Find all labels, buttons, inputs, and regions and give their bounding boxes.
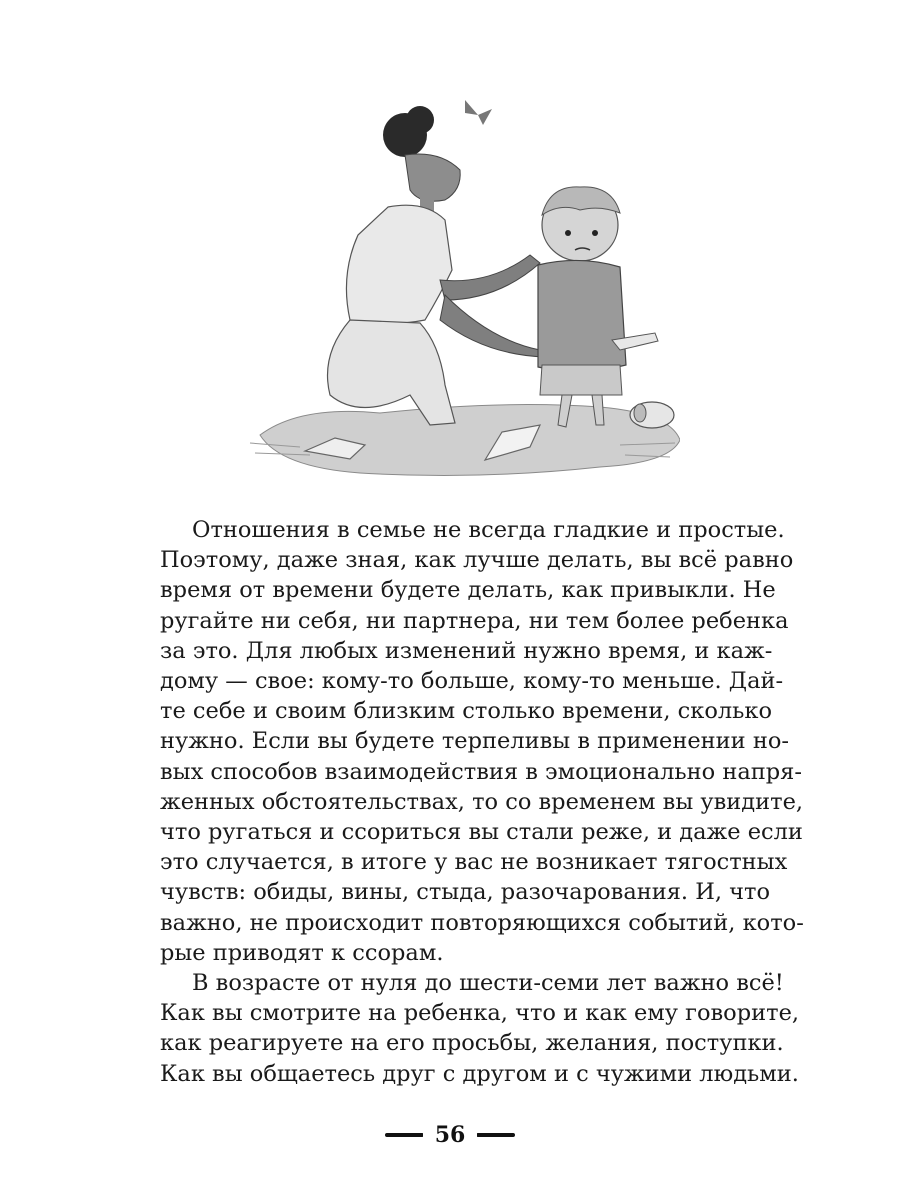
- page-number: 56: [434, 1122, 466, 1148]
- text-line: что ругаться и ссориться вы стали реже, и даже если: [160, 819, 803, 846]
- right-dash-ornament: [477, 1133, 515, 1137]
- text-line: рые приводят к ссорам.: [160, 939, 444, 966]
- rug: [260, 405, 680, 476]
- text-line: Как вы смотрите на ребенка, что и как ему говорите,: [160, 1000, 800, 1027]
- text-line: Поэтому, даже зная, как лучше делать, вы всё равно: [160, 547, 794, 574]
- text-line: вых способов взаимодействия в эмоционально напря-: [160, 758, 802, 785]
- child-figure: [538, 187, 658, 427]
- text-line: время от времени будете делать, как привыкли. Не: [160, 577, 776, 604]
- text-line: Как вы общаетесь друг с другом и с чужими людьми.: [160, 1060, 799, 1087]
- page-footer: [0, 1122, 900, 1148]
- text-line: ругайте ни себя, ни партнера, ни тем более ребенка: [160, 607, 789, 634]
- text-line: дому — свое: кому-то больше, кому-то меньше. Дай-: [160, 668, 784, 695]
- paragraph: [160, 515, 804, 968]
- text-line: за это. Для любых изменений нужно время, и каж-: [160, 637, 773, 664]
- text-line: В возрасте от нуля до шести-семи лет важно всё!: [192, 970, 784, 997]
- text-line: важно, не происходит повторяющихся событий, кото-: [160, 909, 804, 936]
- text-line: женных обстоятельствах, то со временем вы увидите,: [160, 788, 804, 815]
- text-line: как реагируете на его просьбы, желания, поступки.: [160, 1030, 784, 1057]
- text-line: нужно. Если вы будете терпеливы в применении но-: [160, 728, 789, 755]
- mother-figure: [328, 100, 546, 425]
- text-line: чувств: обиды, вины, стыда, разочарования. И, что: [160, 879, 771, 906]
- illustration-mother-and-child: [240, 95, 680, 485]
- paragraph: [160, 968, 800, 1089]
- text-line: Отношения в семье не всегда гладкие и простые.: [192, 517, 785, 543]
- body-text: [160, 515, 804, 1089]
- left-dash-ornament: [385, 1133, 423, 1137]
- text-line: это случается, в итоге у вас не возникает тягостных: [160, 849, 788, 876]
- text-line: те себе и своим близким столько времени, сколько: [160, 698, 773, 725]
